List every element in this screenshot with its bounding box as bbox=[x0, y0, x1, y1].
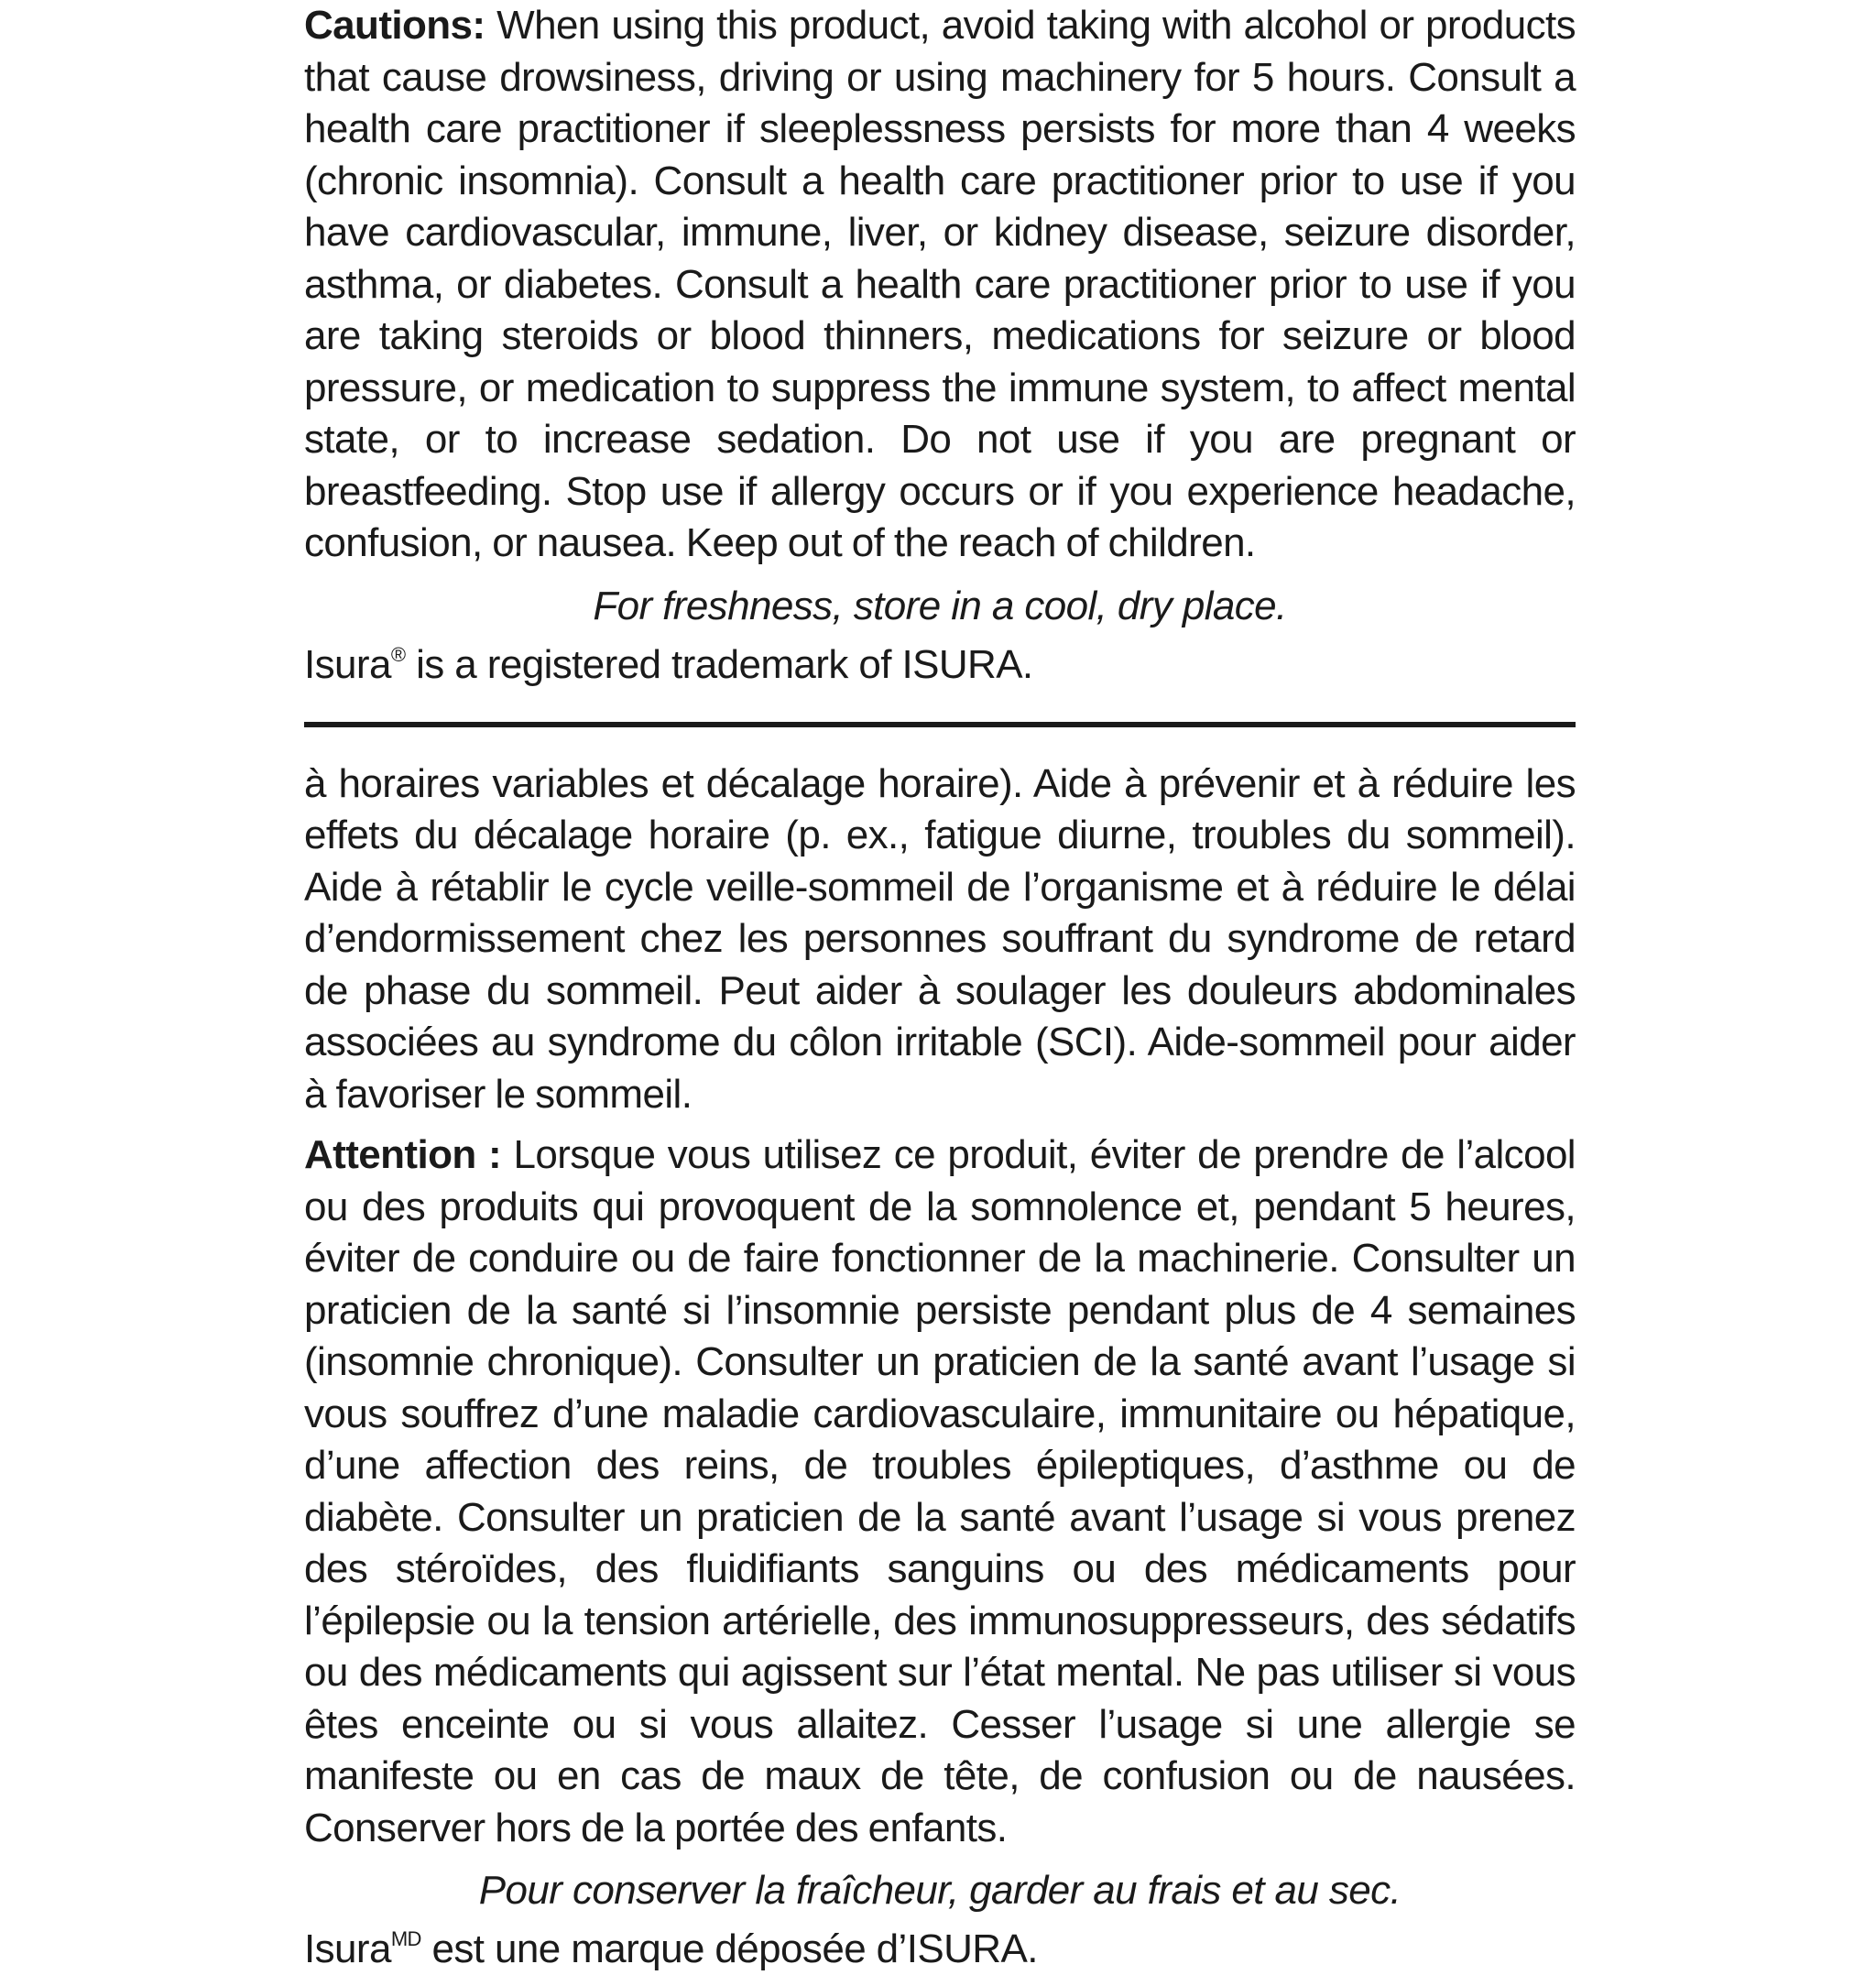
cautions-label: Cautions: bbox=[304, 3, 485, 48]
french-intro-paragraph: à horaires variables et décalage horaire). Aide à prévenir et à réduire les effets du décalage horaire (p. ex., fatigue diurne, troubles du sommeil). Aide à rétablir le cycle veille-sommeil de l’organisme et à réduire le délai d’endormissement chez les personnes souffrant du syndrome de retard de phase du sommeil. Peut aider à soulager les douleurs abdominales associées au syndrome du côlon irritable (SCI). Aide-sommeil pour aider à favoriser le sommeil. bbox=[304, 760, 1576, 1117]
attention-text: Lorsque vous utilisez ce produit, éviter de prendre de l’alcool ou des produits qui provoquent de la somnolence et, pendant 5 heures, éviter de conduire ou de faire fonctionner de la machinerie. Consulter un praticien de la santé si l’insomnie persiste pendant plus de 4 semaines (insomnie chronique). Consulter un praticien de la santé avant l’usage si vous souffrez d’une maladie cardiovasculaire, immunitaire ou hépatique, d’une affection des reins, de troubles épileptiques, d’asthme ou de diabète. Consulter un praticien de la santé avant l’usage si vous prenez des stéroïdes, des fluidifiants sanguins ou des médicaments pour l’épilepsie ou la tension artérielle, des immunosuppresseurs, des sédatifs ou des médicaments qui agissent sur l’état mental. Ne pas utiliser si vous êtes enceinte ou si vous allaitez. Cesser l’usage si une allergie se manifeste ou en cas de maux de tête, de confusion ou de nausées. Conserver hors de la portée des enfants. bbox=[304, 1132, 1576, 1850]
trademark-text-fr: est une marque déposée d’ISURA. bbox=[420, 1926, 1038, 1971]
trademark-note-en bbox=[304, 639, 1576, 691]
attention-label: Attention : bbox=[304, 1132, 502, 1177]
cautions-paragraph bbox=[304, 0, 1576, 570]
storage-note-fr: Pour conserver la fraîcheur, garder au frais et au sec. bbox=[478, 1868, 1402, 1913]
section-divider bbox=[304, 722, 1576, 727]
label-panel bbox=[304, 0, 1576, 1975]
registered-mark: ® bbox=[390, 642, 406, 666]
trademark-text-en: is a registered trademark of ISURA. bbox=[405, 641, 1033, 687]
trademark-brand-fr: Isura bbox=[304, 1926, 391, 1971]
trademark-note-fr bbox=[304, 1924, 1576, 1975]
trademark-brand-en: Isura bbox=[304, 641, 391, 687]
cautions-text: When using this product, avoid taking with alcohol or products that cause drowsiness, driving or using machinery for 5 hours. Consult a health care practitioner if sleeplessness persists for more than 4 weeks (chronic insomnia). Consult a health care practitioner prior to use if you have cardiovascular, immune, liver, or kidney disease, seizure disorder, asthma, or diabetes. Consult a health care practitioner prior to use if you are taking steroids or blood thinners, medications for seizure or blood pressure, or medication to suppress the immune system, to affect mental state, or to increase sedation. Do not use if you are pregnant or breastfeeding. Stop use if allergy occurs or if you experience headache, confusion, or nausea. Keep out of the reach of children. bbox=[304, 3, 1576, 565]
attention-paragraph bbox=[304, 1129, 1576, 1854]
storage-note-en: For freshness, store in a cool, dry place. bbox=[593, 583, 1287, 628]
md-mark: MD bbox=[390, 1927, 421, 1950]
